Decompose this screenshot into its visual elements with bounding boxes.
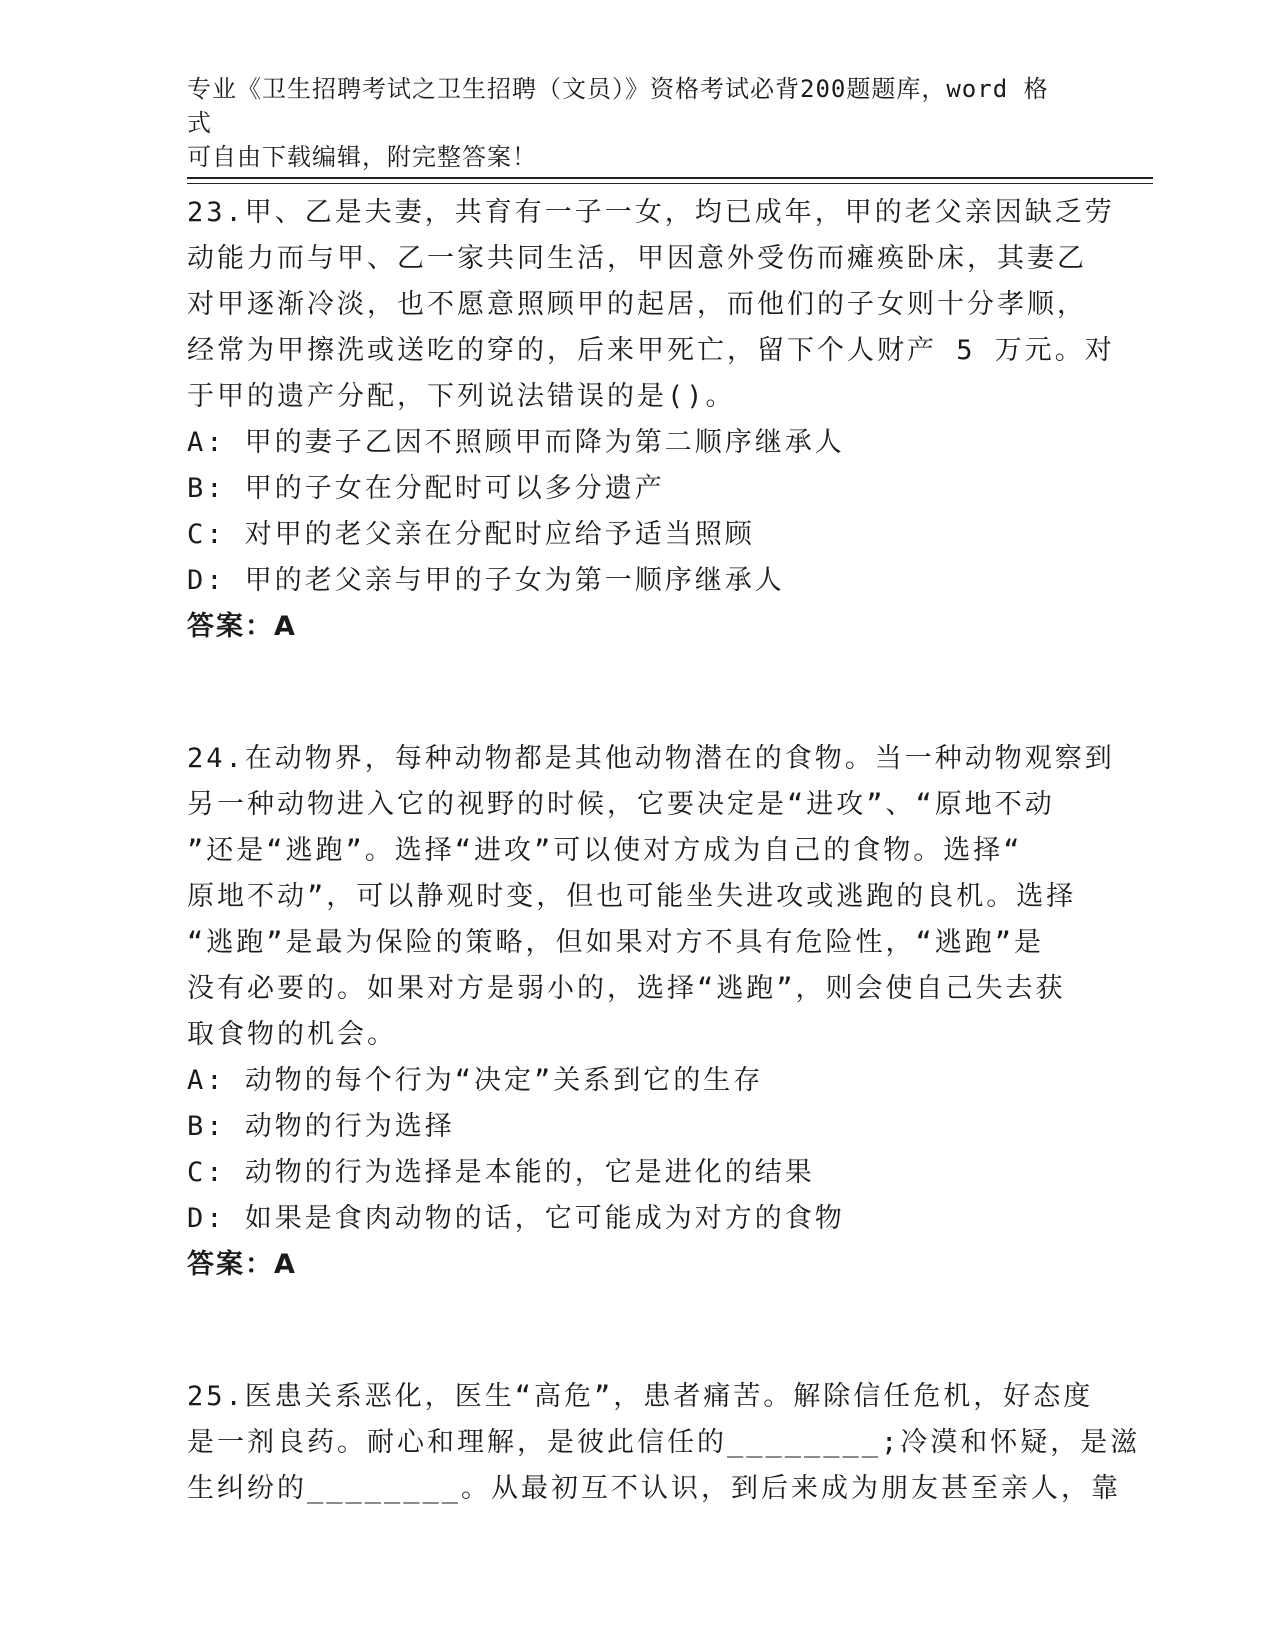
question-text-line: 另一种动物进入它的视野的时候，它要决定是“进攻”、“原地不动 (187, 789, 1055, 820)
question-block (187, 1374, 1141, 1512)
question-text-line: 生纠纷的________。从最初互不认识，到后来成为朋友甚至亲人，靠 (187, 1473, 1122, 1504)
header-title-line-2: 可自由下载编辑，附完整答案！ (187, 143, 537, 171)
question-spacer (187, 1288, 1067, 1374)
option-b: B: 动物的行为选择 (187, 1111, 455, 1142)
question-text-line: 取食物的机会。 (187, 1019, 397, 1050)
option-d: D: 甲的老父亲与甲的子女为第一顺序继承人 (187, 565, 785, 596)
answer-label: 答案：A (187, 611, 297, 642)
question-text-line: 是一剂良药。耐心和理解，是彼此信任的________;冷漠和怀疑，是滋 (187, 1427, 1141, 1458)
header-title-line-1: 专业《卫生招聘考试之卫生招聘（文员）》资格考试必背200题题库，word 格式 (187, 75, 1049, 137)
option-a: A: 甲的妻子乙因不照顾甲而降为第二顺序继承人 (187, 427, 845, 458)
option-c: C: 对甲的老父亲在分配时应给予适当照顾 (187, 519, 755, 550)
question-text-line: 原地不动”，可以静观时变，但也可能坐失进攻或逃跑的良机。选择 (187, 881, 1077, 912)
header-divider-thin (187, 183, 1153, 184)
option-d: D: 如果是食肉动物的话，它可能成为对方的食物 (187, 1203, 845, 1234)
header-divider-thick (187, 177, 1153, 179)
option-a: A: 动物的每个行为“决定”关系到它的生存 (187, 1065, 764, 1096)
question-text-line: 对甲逐渐冷淡，也不愿意照顾甲的起居，而他们的子女则十分孝顺， (187, 289, 1087, 320)
question-text-line: 23.甲、乙是夫妻，共育有一子一女，均已成年，甲的老父亲因缺乏劳 (187, 197, 1115, 228)
question-block (187, 736, 1115, 1288)
document-header (187, 72, 1067, 174)
option-b: B: 甲的子女在分配时可以多分遗产 (187, 473, 665, 504)
question-spacer (187, 650, 1067, 736)
answer-label: 答案：A (187, 1249, 297, 1280)
question-text-line: 动能力而与甲、乙一家共同生活，甲因意外受伤而瘫痪卧床，其妻乙 (187, 243, 1087, 274)
question-text-line: 25.医患关系恶化，医生“高危”，患者痛苦。解除信任危机，好态度 (187, 1381, 1094, 1412)
question-list (187, 190, 1141, 1512)
question-text-line: ”还是“逃跑”。选择“进攻”可以使对方成为自己的食物。选择“ (187, 835, 1023, 866)
question-text-line: 24.在动物界，每种动物都是其他动物潜在的食物。当一种动物观察到 (187, 743, 1115, 774)
option-c: C: 动物的行为选择是本能的，它是进化的结果 (187, 1157, 815, 1188)
question-text-line: 没有必要的。如果对方是弱小的，选择“逃跑”，则会使自己失去获 (187, 973, 1066, 1004)
question-block (187, 190, 1115, 650)
question-text-line: 经常为甲擦洗或送吃的穿的，后来甲死亡，留下个人财产 5 万元。对 (187, 335, 1115, 366)
question-text-line: “逃跑”是最为保险的策略，但如果对方不具有危险性，“逃跑”是 (187, 927, 1045, 958)
question-text-line: 于甲的遗产分配，下列说法错误的是()。 (187, 381, 736, 412)
